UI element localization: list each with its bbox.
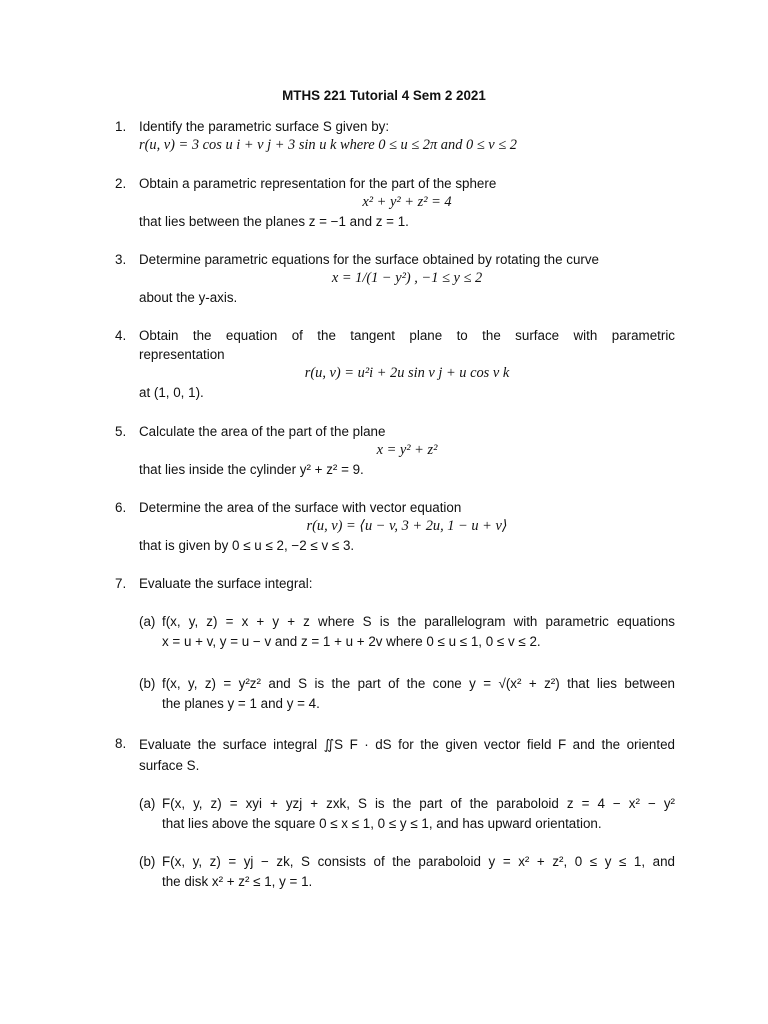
question-number: 1. xyxy=(115,119,127,134)
question-text: at (1, 0, 1). xyxy=(139,385,204,400)
question-number: 7. xyxy=(115,576,127,591)
question-number: 2. xyxy=(115,176,127,191)
question-text: that is given by 0 ≤ u ≤ 2, −2 ≤ v ≤ 3. xyxy=(139,538,355,553)
subquestion-text: f(x, y, z) = y²z² and S is the part of the cone y = √(x² + z²) that lies between xyxy=(162,676,675,691)
subquestion-text: F(x, y, z) = xyi + yzj + zxk, S is the part of the paraboloid z = 4 − x² − y² xyxy=(162,796,675,811)
question-equation: x² + y² + z² = 4 xyxy=(362,194,452,210)
question-text: representation xyxy=(139,347,225,362)
question-text: that lies inside the cylinder y² + z² = 9. xyxy=(139,462,364,477)
question-text: that lies between the planes z = −1 and z = 1. xyxy=(139,214,409,229)
subquestion-label: (a) xyxy=(139,614,156,629)
question-text: Evaluate the surface integral ∬S F · dS for the given vector field F and the oriented xyxy=(139,737,675,752)
question-text: Determine the area of the surface with vector equation xyxy=(139,500,462,515)
subquestion-label: (b) xyxy=(139,854,156,869)
subquestion-text: that lies above the square 0 ≤ x ≤ 1, 0 ≤ y ≤ 1, and has upward orientation. xyxy=(162,816,602,831)
question-number: 3. xyxy=(115,252,127,267)
subquestion-text: F(x, y, z) = yj − zk, S consists of the paraboloid y = x² + z², 0 ≤ y ≤ 1, and xyxy=(162,854,675,869)
page-title: MTHS 221 Tutorial 4 Sem 2 2021 xyxy=(282,88,486,103)
subquestion-text: the planes y = 1 and y = 4. xyxy=(162,696,320,711)
subquestion-label: (a) xyxy=(139,796,156,811)
question-text: Evaluate the surface integral: xyxy=(139,576,313,591)
question-equation: x = y² + z² xyxy=(376,442,438,458)
question-equation: r(u, v) = 3 cos u i + v j + 3 sin u k where 0 ≤ u ≤ 2π and 0 ≤ v ≤ 2 xyxy=(139,137,517,153)
question-equation: r(u, v) = u²i + 2u sin v j + u cos v k xyxy=(304,365,510,381)
question-text: Identify the parametric surface S given by: xyxy=(139,119,390,134)
subquestion-text: x = u + v, y = u − v and z = 1 + u + 2v where 0 ≤ u ≤ 1, 0 ≤ v ≤ 2. xyxy=(162,634,541,649)
question-equation: x = 1/(1 − y²) , −1 ≤ y ≤ 2 xyxy=(331,270,483,286)
question-text: Calculate the area of the part of the plane xyxy=(139,424,386,439)
question-number: 6. xyxy=(115,500,127,515)
question-text: surface S. xyxy=(139,758,200,773)
question-number: 8. xyxy=(115,736,127,751)
question-number: 4. xyxy=(115,328,127,343)
question-number: 5. xyxy=(115,424,127,439)
question-text: Obtain a parametric representation for the part of the sphere xyxy=(139,176,497,191)
subquestion-text: the disk x² + z² ≤ 1, y = 1. xyxy=(162,874,313,889)
subquestion-label: (b) xyxy=(139,676,156,691)
question-text: Determine parametric equations for the surface obtained by rotating the curve xyxy=(139,252,599,267)
subquestion-text: f(x, y, z) = x + y + z where S is the parallelogram with parametric equations xyxy=(162,614,675,629)
question-text: Obtain the equation of the tangent plane to the surface with parametric xyxy=(139,328,675,343)
question-text: about the y-axis. xyxy=(139,290,238,305)
question-equation: r(u, v) = ⟨u − v, 3 + 2u, 1 − u + v⟩ xyxy=(306,518,508,534)
